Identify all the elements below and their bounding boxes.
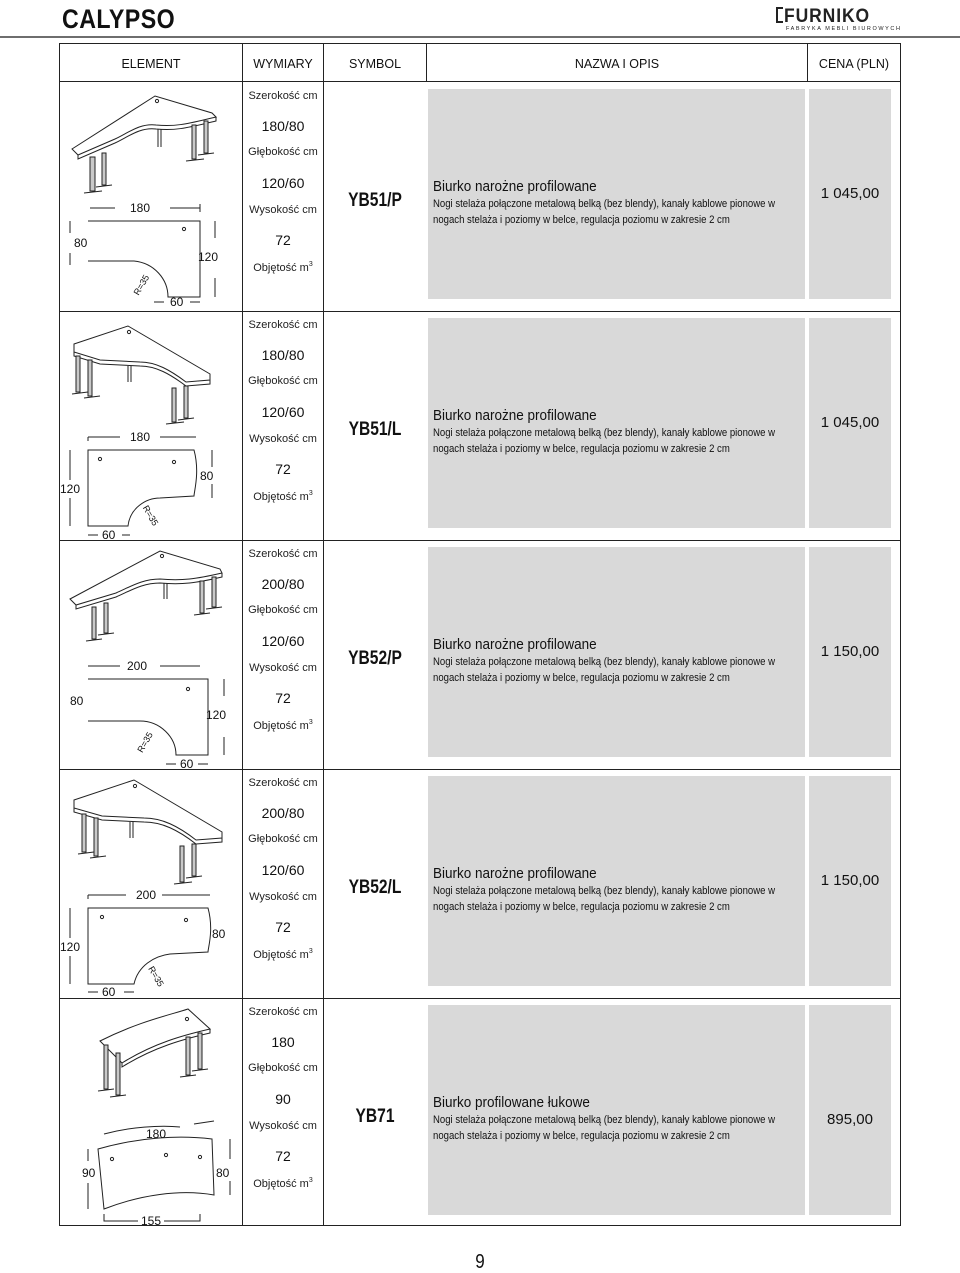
product-description: Nogi stelaża połączone metalową belką (bez blendy), kanały kablowe pionowe w nogach stelaża i poziomy w belce, regulacja poziomu w zakresie 2 cm — [433, 427, 776, 455]
product-title: Biurko profilowane łukowe — [433, 1094, 590, 1111]
dim-bottom: 60 — [180, 757, 194, 769]
dim-left: 120 — [60, 940, 81, 954]
header-name: NAZWA I OPIS — [574, 57, 660, 71]
dim-radius: R=35 — [146, 964, 166, 989]
column-divider — [807, 44, 808, 82]
table-row — [60, 770, 900, 998]
product-description: Nogi stelaża połączone metalową belką (bez blendy), kanały kablowe pionowe w nogach stelaża i poziomy w belce, regulacja poziomu w zakresie 2 cm — [433, 885, 776, 913]
depth-value: 120/60 — [261, 633, 305, 649]
dim-right: 80 — [212, 927, 226, 941]
dim-bottom: 60 — [102, 528, 116, 540]
corner-desk-left-drawing — [60, 312, 242, 540]
table-row — [60, 999, 900, 1227]
height-label: Wysokość cm — [249, 433, 317, 445]
depth-label: Głębokość cm — [248, 604, 318, 616]
product-symbol: YB52/L — [348, 877, 402, 898]
width-value: 180 — [271, 1034, 295, 1050]
product-title: Biurko narożne profilowane — [433, 636, 597, 653]
corner-desk-right-drawing — [60, 541, 242, 769]
product-title: Biurko narożne profilowane — [433, 407, 597, 424]
volume-label: Objętość $m^3$ — [253, 490, 313, 503]
description-cell — [428, 89, 805, 299]
height-value: 72 — [275, 690, 291, 706]
arched-desk-drawing — [60, 999, 242, 1227]
volume-label: Objętość $m^3$ — [253, 719, 313, 732]
dim-width: 200 — [127, 659, 148, 673]
furniko-logo — [776, 6, 902, 34]
dimensions-cell — [243, 770, 323, 998]
height-value: 72 — [275, 1148, 291, 1164]
dim-left: 120 — [60, 482, 81, 496]
product-price: 1 150,00 — [820, 872, 880, 889]
dimensions-cell — [243, 999, 323, 1227]
width-label: Szerokość cm — [248, 777, 318, 789]
product-drawing — [60, 83, 242, 311]
dim-radius: R=35 — [131, 272, 152, 297]
product-description: Nogi stelaża połączone metalową belką (bez blendy), kanały kablowe pionowe w nogach stelaża i poziomy w belce, regulacja poziomu w zakresie 2 cm — [433, 656, 776, 684]
corner-desk-left-drawing — [60, 770, 242, 998]
table-row — [60, 312, 900, 540]
description-cell — [428, 776, 805, 986]
product-description: Nogi stelaża połączone metalową belką (bez blendy), kanały kablowe pionowe w nogach stelaża i poziomy w belce, regulacja poziomu w zakresie 2 cm — [433, 1114, 776, 1142]
description-cell — [428, 318, 805, 528]
logo-bracket-icon — [776, 7, 783, 23]
logo-tagline: FABRYKA MEBLI BIUROWYCH — [786, 26, 902, 32]
dim-right: 80 — [216, 1166, 230, 1180]
price-table — [59, 43, 901, 1226]
dim-right: 120 — [206, 708, 227, 722]
dimensions-cell — [243, 83, 323, 311]
depth-label: Głębokość cm — [248, 1062, 318, 1074]
logo-name: FURNIKO — [784, 6, 871, 27]
price-cell — [809, 318, 891, 528]
depth-value: 120/60 — [261, 404, 305, 420]
symbol-cell — [324, 999, 426, 1227]
dim-left: 90 — [82, 1166, 96, 1180]
height-label: Wysokość cm — [249, 1120, 317, 1132]
dimensions-cell — [243, 541, 323, 769]
height-value: 72 — [275, 919, 291, 935]
product-drawing — [60, 770, 242, 998]
header-rule — [0, 36, 960, 38]
width-label: Szerokość cm — [248, 319, 318, 331]
width-value: 200/80 — [261, 805, 305, 821]
product-symbol: YB52/P — [348, 648, 402, 669]
price-cell — [809, 547, 891, 757]
product-price: 1 045,00 — [820, 414, 880, 431]
product-symbol: YB51/L — [348, 419, 402, 440]
header-dimensions: WYMIARY — [253, 57, 313, 71]
page-number: 9 — [475, 1251, 485, 1273]
dim-right: 80 — [200, 469, 214, 483]
product-price: 1 045,00 — [820, 185, 880, 202]
dim-left: 80 — [74, 236, 88, 250]
symbol-cell — [324, 312, 426, 540]
product-price: 1 150,00 — [820, 643, 880, 660]
height-value: 72 — [275, 461, 291, 477]
depth-label: Głębokość cm — [248, 146, 318, 158]
dim-left: 80 — [70, 694, 84, 708]
dimensions-cell — [243, 312, 323, 540]
depth-value: 90 — [275, 1091, 291, 1107]
dim-right: 120 — [198, 250, 219, 264]
column-divider — [426, 44, 427, 82]
dim-bottom: 60 — [170, 295, 184, 309]
height-label: Wysokość cm — [249, 662, 317, 674]
header-symbol: SYMBOL — [348, 57, 402, 71]
depth-label: Głębokość cm — [248, 375, 318, 387]
volume-label: Objętość $m^3$ — [253, 948, 313, 961]
dim-width: 200 — [136, 888, 157, 902]
volume-label: Objętość $m^3$ — [253, 261, 313, 274]
dim-width: 180 — [130, 201, 151, 215]
depth-label: Głębokość cm — [248, 833, 318, 845]
width-label: Szerokość cm — [248, 1006, 318, 1018]
depth-value: 120/60 — [261, 862, 305, 878]
width-value: 200/80 — [261, 576, 305, 592]
product-drawing — [60, 541, 242, 769]
height-value: 72 — [275, 232, 291, 248]
symbol-cell — [324, 541, 426, 769]
product-drawing — [60, 312, 242, 540]
height-label: Wysokość cm — [249, 891, 317, 903]
product-symbol: YB71 — [355, 1106, 395, 1127]
table-row — [60, 541, 900, 769]
depth-value: 120/60 — [261, 175, 305, 191]
header-element: ELEMENT — [121, 57, 181, 71]
dim-radius: R=35 — [140, 503, 161, 528]
price-cell — [809, 89, 891, 299]
description-cell — [428, 1005, 805, 1215]
product-title: Biurko narożne profilowane — [433, 865, 597, 882]
product-title: Biurko narożne profilowane — [433, 178, 597, 195]
dim-radius: R=35 — [135, 730, 155, 755]
width-label: Szerokość cm — [248, 90, 318, 102]
header-price: CENA (PLN) — [818, 57, 890, 71]
symbol-cell — [324, 83, 426, 311]
price-cell — [809, 776, 891, 986]
description-cell — [428, 547, 805, 757]
width-label: Szerokość cm — [248, 548, 318, 560]
product-drawing — [60, 999, 242, 1227]
dim-bottom: 155 — [141, 1214, 162, 1227]
volume-label: Objętość $m^3$ — [253, 1177, 313, 1190]
product-price: 895,00 — [827, 1111, 873, 1128]
corner-desk-right-drawing — [60, 83, 242, 311]
table-header — [60, 44, 900, 82]
product-symbol: YB51/P — [348, 190, 402, 211]
brand-title: CALYPSO — [62, 4, 176, 34]
symbol-cell — [324, 770, 426, 998]
dim-bottom: 60 — [102, 985, 116, 998]
product-description: Nogi stelaża połączone metalową belką (bez blendy), kanały kablowe pionowe w nogach stelaża i poziomy w belce, regulacja poziomu w zakresie 2 cm — [433, 198, 776, 226]
dim-width: 180 — [146, 1127, 167, 1141]
dim-width: 180 — [130, 430, 151, 444]
table-row — [60, 83, 900, 311]
price-cell — [809, 1005, 891, 1215]
height-label: Wysokość cm — [249, 204, 317, 216]
width-value: 180/80 — [261, 347, 305, 363]
width-value: 180/80 — [261, 118, 305, 134]
